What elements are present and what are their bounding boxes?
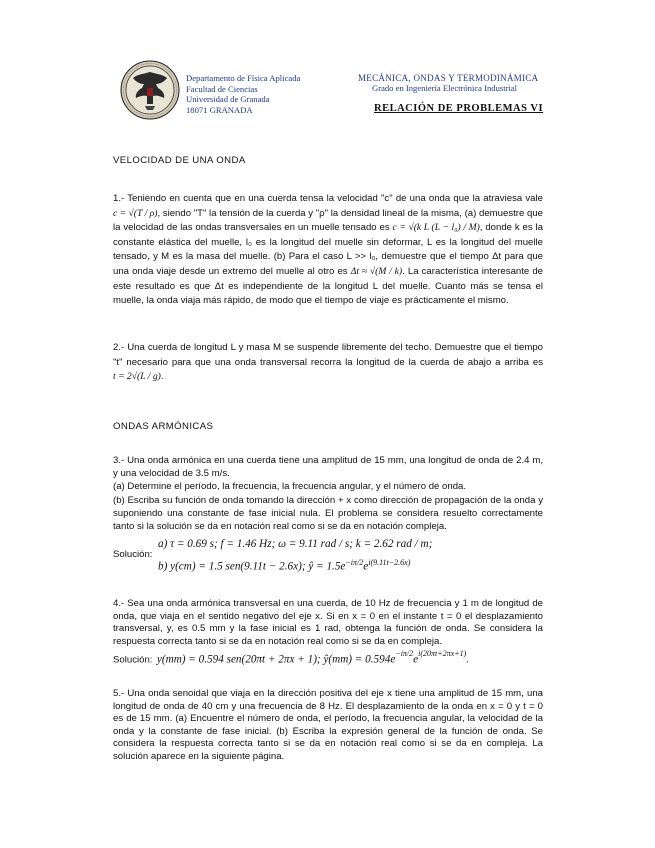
solution-b-exponent: −iπ/2 (345, 558, 364, 567)
formula-rope-time: t = 2√(L / g) (113, 371, 161, 383)
solution-b-expression: b) y(cm) = 1.5 sen(9.11t − 2.6x); ŷ = 1.5e (158, 560, 346, 573)
section-title-velocidad: VELOCIDAD DE UNA ONDA (113, 155, 246, 166)
solution-b-exponent: i(9.11t−2.6x) (368, 558, 411, 567)
problem-3 (113, 454, 543, 533)
degree-name: Grado en Ingeniería Electrónica Industrial (372, 83, 518, 93)
solution-exponent: −iπ/2 (395, 649, 414, 658)
problem-1-text: 1.- Teniendo en cuenta que en una cuerda tensa la velocidad "c" de una onda que la atraviesa vale (113, 193, 543, 204)
problem-3-part-b: (b) Escriba su función de onda tomando la dirección + x como dirección de propagación de la onda y suponiendo una constante de fase inicial nula. El problema se considera resuelto correctamente tanto si la solución se da en notación real como si se da en notación compleja. (113, 494, 543, 533)
problem-5 (113, 688, 543, 764)
solution-end: . (466, 653, 470, 666)
formula-wave-speed: c = √(T / ρ) (113, 207, 158, 219)
dept-line: Departamento de Física Aplicada (186, 73, 301, 83)
dept-line: Universidad de Granada (186, 94, 270, 105)
problem-1-text: , donde k es la constante elástica del muelle, l₀ es la longitud del muelle sin deformar, L es la longitud del muelle tensado, y M es la masa del muelle. (b) Para el caso L >> l₀, demuestre que el tiempo Δt para que una onda viaje desde un extremo del muelle al otro es (113, 222, 543, 277)
department-block (186, 73, 300, 115)
problem-2 (113, 341, 543, 385)
relation-title: RELACIÓN DE PROBLEMAS VI (374, 103, 544, 114)
problem-3-part-a: (a) Determine el período, la frecuencia, la frecuencia angular, y el número de onda. (113, 481, 467, 493)
problem-4-solution-expression: y(mm) = 0.594 sen(20πt + 2πx + 1); ŷ(mm) = 0.594e (156, 653, 396, 666)
dept-line: 18071 GRANADA (186, 104, 253, 115)
problem-4-solution (113, 649, 469, 667)
solution-exp-base: e (413, 653, 419, 666)
problem-3-solution-label: Solución: (113, 549, 153, 560)
problem-5-text: 5.- Una onda senoidal que viaja en la dirección positiva del eje x tiene una amplitud de 15 mm, una longitud de onda de 40 cm y una frecuencia de 8 Hz. El desplazamiento de la onda en x = 0 y t = 0 es de 15 mm. (a) Encuentre el número de onda, el período, la frecuencia angular, la velocidad de la onda y la constante de fase inicial. (b) Escriba la expresión general de la función de onda. Se considera la respuesta correcta tanto si se da en notación real como si se da en compleja. La solución aparece en la siguiente página. (113, 688, 543, 762)
solution-exponent: i(20πt+2πx+1) (418, 649, 467, 658)
problem-4 (113, 598, 543, 648)
section-title-armonicas: ONDAS ARMÓNICAS (113, 421, 214, 432)
problem-2-text: 2.- Una cuerda de longitud L y masa M se suspende libremente del techo. Demuestre que el tiempo "t" necesario para que una onda transversal recorra la longitud de la cuerda de abajo a arriba es (113, 342, 543, 368)
problem-4-solution-label: Solución: (113, 654, 153, 666)
formula-spring-speed: c = √(k L (L − l₀) / M) (392, 222, 480, 234)
dept-line: Facultad de Ciencias (186, 83, 258, 94)
university-seal (120, 60, 180, 120)
problem-3-solution-b (158, 558, 410, 573)
problem-1-text: , siendo "T" la tensión de la cuerda y "ρ" la densidad lineal de la misma, (a) demuestre que la velocidad de las ondas transversales en un muelle tensado es (113, 207, 543, 234)
problem-2-text: . (160, 371, 164, 383)
problem-3-solution-a: a) τ = 0.69 s; f = 1.46 Hz; ω = 9.11 rad / s; k = 2.62 rad / m; (158, 538, 433, 550)
problem-1 (113, 192, 543, 309)
formula-travel-time: Δt ≈ √(M / k) (350, 265, 403, 277)
problem-1-text: . La característica interesante de este resultado es que Δt es independiente de la longitud L del muelle. Cuanto más se tensa el muelle, la onda viaja más rápido, de modo que el tiempo de viaje es prácticamente el mismo. (113, 265, 543, 307)
problem-4-text: 4.- Sea una onda armónica transversal en una cuerda, de 10 Hz de frecuencia y 1 m de longitud de onda, que viaja en el sentido negativo del eje x. Si en x = 0 en el instante t = 0 el desplazamiento transversal, y, es 0.5 mm y la fase inicial es 1 rad, obtenga la función de onda. Se considera la respuesta correcta tanto si se da en notación real como si se da en compleja. (113, 598, 543, 647)
course-title: MECÁNICA, ONDAS Y TERMODINÁMICA (358, 73, 539, 83)
problem-3-text: 3.- Una onda armónica en una cuerda tiene una amplitud de 15 mm, una longitud de onda de 2.4 m, y una velocidad de 3.5 m/s. (113, 455, 543, 480)
solution-b-exp-base: e (363, 560, 369, 573)
